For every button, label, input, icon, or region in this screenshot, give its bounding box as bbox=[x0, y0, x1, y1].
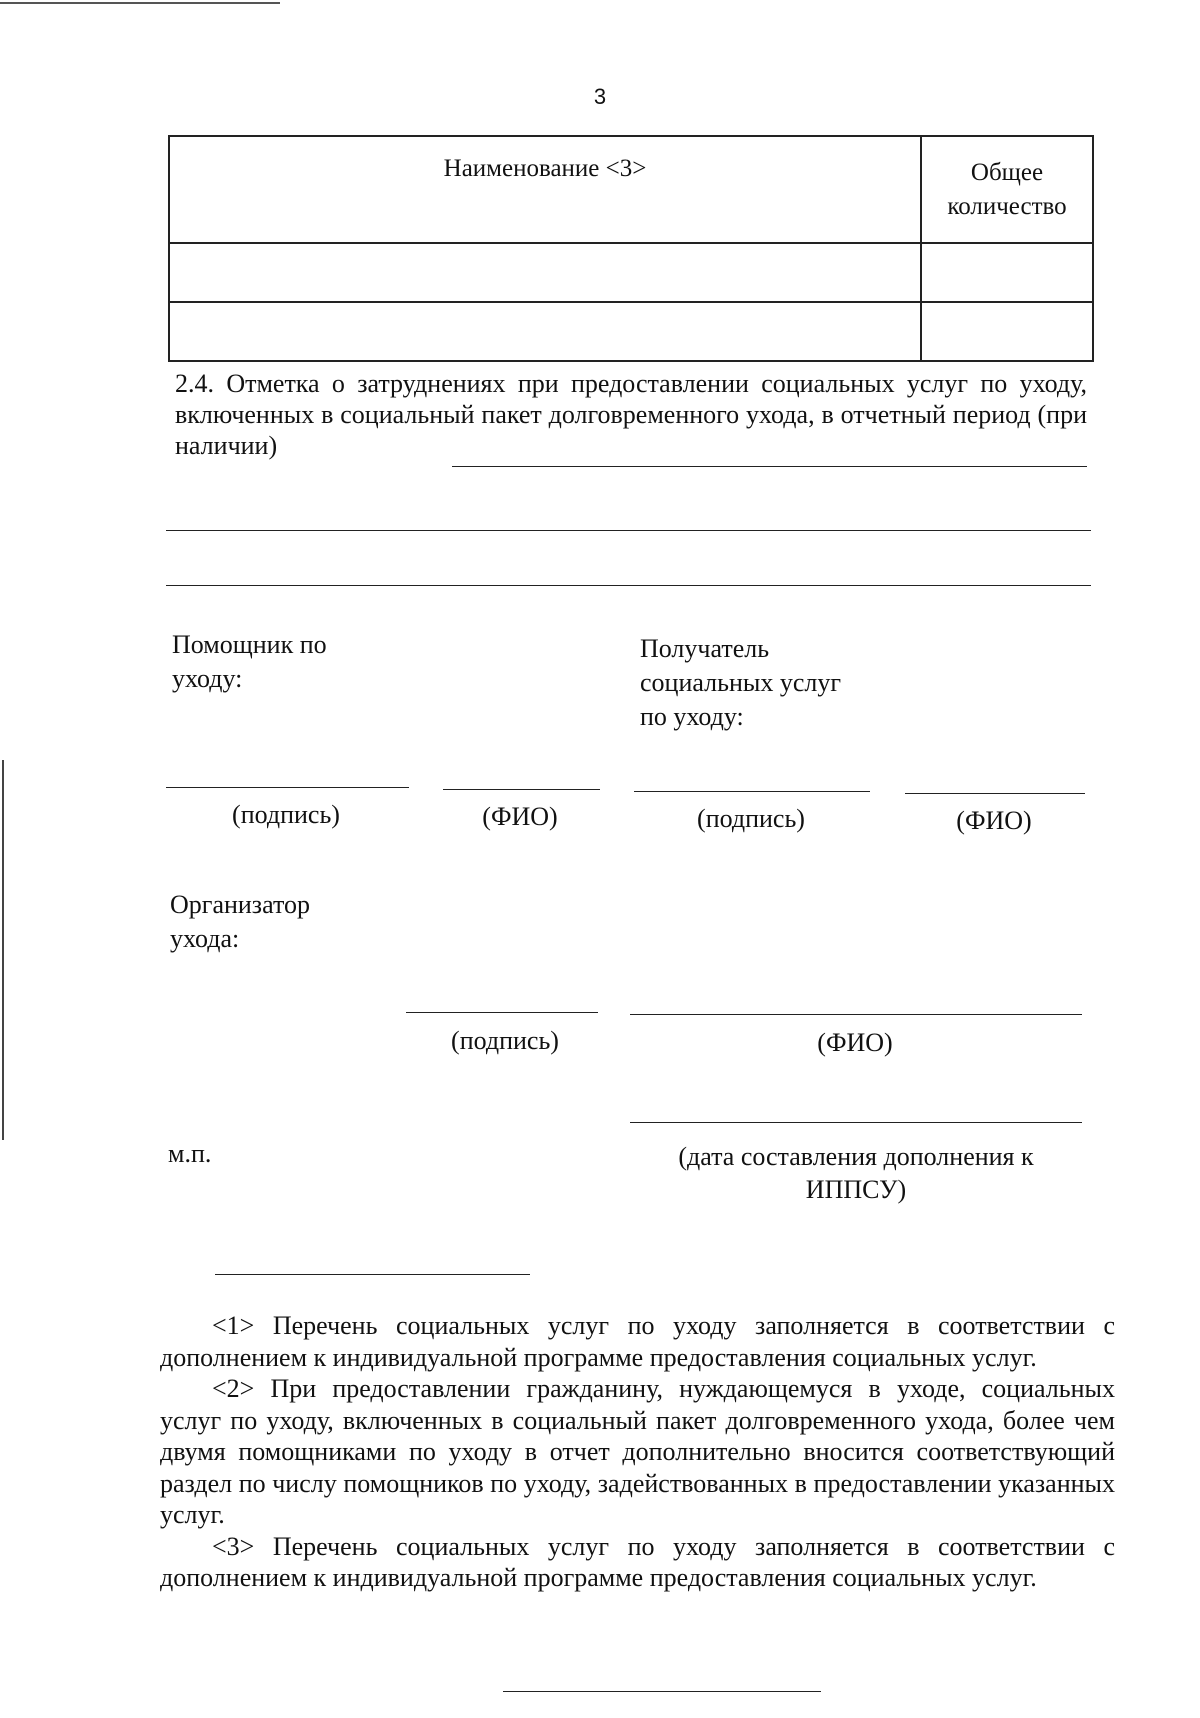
footnote-separator bbox=[215, 1274, 530, 1275]
scan-edge-top bbox=[0, 2, 280, 4]
organizer-label-line2: ухода: bbox=[170, 924, 240, 953]
assistant-label bbox=[172, 628, 327, 696]
assistant-signature-line[interactable] bbox=[166, 787, 409, 788]
date-caption-line1: (дата составления дополнения к bbox=[678, 1142, 1034, 1171]
recipient-fio-caption: (ФИО) bbox=[956, 806, 1032, 835]
footnotes bbox=[160, 1310, 1115, 1594]
organizer-label-line1: Организатор bbox=[170, 890, 310, 919]
assistant-fio-caption: (ФИО) bbox=[482, 802, 558, 831]
footnote-1: <1> Перечень социальных услуг по уходу заполняется в соответствии с дополнением к индивидуальной программе предоставления социальных услуг. bbox=[160, 1311, 1115, 1372]
recipient-fio-line[interactable] bbox=[905, 793, 1085, 794]
footnote-3: <3> Перечень социальных услуг по уходу заполняется в соответствии с дополнением к индивидуальной программе предоставления социальных услуг. bbox=[160, 1531, 1115, 1592]
footnote-2: <2> При предоставлении гражданину, нуждающемуся в уходе, социальных услуг по уходу, включенных в социальный пакет долговременного ухода, более чем двумя помощниками по уходу в отчет дополнительно вносится соответствующий раздел по числу помощников по уходу, задействованных в предоставлении указанных услуг. bbox=[160, 1374, 1115, 1529]
table-row bbox=[169, 302, 1093, 361]
scan-edge-left bbox=[2, 760, 4, 1140]
table-cell-name[interactable] bbox=[169, 243, 921, 302]
table-row bbox=[169, 243, 1093, 302]
recipient-label-line2: социальных услуг bbox=[640, 668, 842, 697]
date-caption-line2: ИППСУ) bbox=[805, 1175, 907, 1204]
table-cell-quantity[interactable] bbox=[921, 243, 1093, 302]
assistant-label-line2: уходу: bbox=[172, 664, 243, 693]
column-header-name: Наименование <3> bbox=[169, 136, 921, 243]
page-number: 3 bbox=[593, 84, 607, 109]
recipient-signature-caption: (подпись) bbox=[697, 804, 805, 833]
table-header-row bbox=[169, 136, 1093, 243]
recipient-signature-line[interactable] bbox=[634, 791, 870, 792]
services-table bbox=[168, 135, 1094, 362]
column-header-quantity bbox=[921, 136, 1093, 243]
date-fill-line[interactable] bbox=[630, 1122, 1082, 1123]
recipient-label-line3: по уходу: bbox=[640, 702, 744, 731]
assistant-fio-line[interactable] bbox=[443, 789, 600, 790]
organizer-signature-line[interactable] bbox=[406, 1012, 598, 1013]
stamp-place-label: м.п. bbox=[168, 1139, 212, 1168]
column-header-quantity-line2: количество bbox=[947, 192, 1067, 220]
difficulties-fill-line-1[interactable] bbox=[452, 466, 1087, 467]
recipient-label bbox=[640, 632, 841, 734]
difficulties-fill-line-2[interactable] bbox=[166, 530, 1091, 531]
organizer-fio-line[interactable] bbox=[630, 1014, 1082, 1015]
organizer-signature-caption: (подпись) bbox=[451, 1026, 559, 1055]
recipient-label-line1: Получатель bbox=[640, 634, 770, 663]
organizer-fio-caption: (ФИО) bbox=[817, 1028, 893, 1057]
difficulties-fill-line-3[interactable] bbox=[166, 585, 1091, 586]
table-cell-quantity[interactable] bbox=[921, 302, 1093, 361]
section-2-4-text: 2.4. Отметка о затруднениях при предоставлении социальных услуг по уходу, включенных в социальный пакет долговременного ухода, в отчетный период (при наличии) bbox=[175, 369, 1087, 460]
assistant-label-line1: Помощник по bbox=[172, 630, 327, 659]
document-end-line bbox=[503, 1691, 821, 1692]
assistant-signature-caption: (подпись) bbox=[232, 800, 340, 829]
organizer-label bbox=[170, 888, 310, 956]
table-cell-name[interactable] bbox=[169, 302, 921, 361]
date-caption bbox=[630, 1140, 1082, 1206]
column-header-quantity-line1: Общее bbox=[970, 158, 1044, 186]
